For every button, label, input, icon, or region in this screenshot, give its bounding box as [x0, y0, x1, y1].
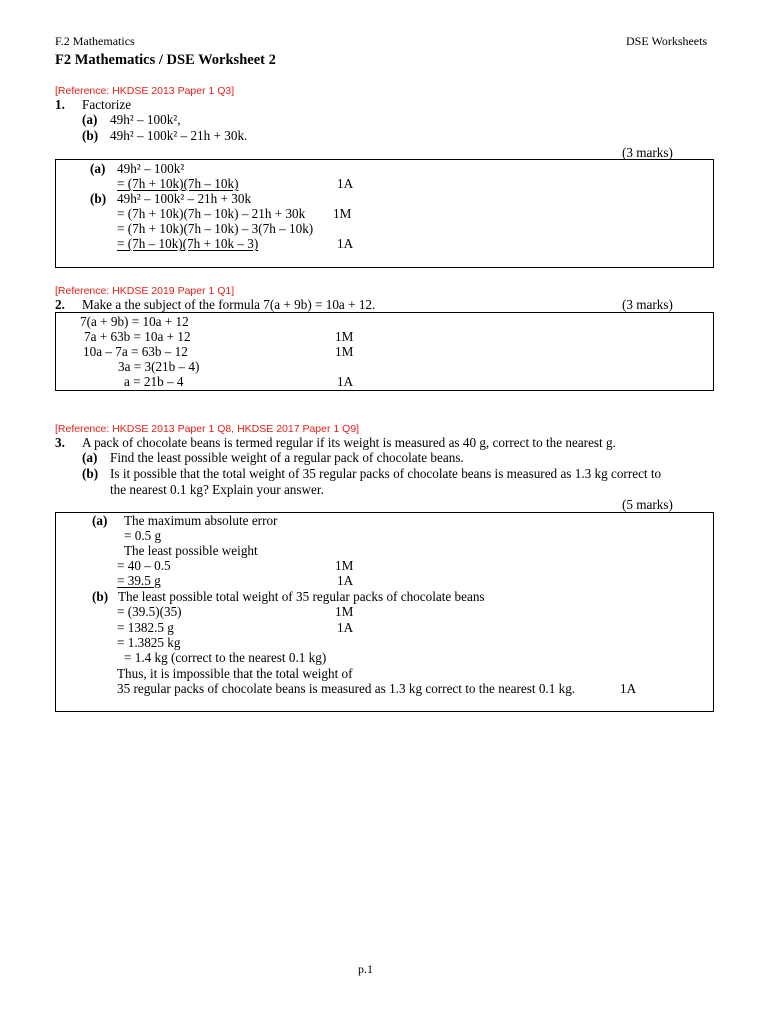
- q2-reference: [Reference: HKDSE 2019 Paper 1 Q1]: [55, 285, 235, 297]
- q1-b-text: 49h² – 100k² – 21h + 30k.: [110, 128, 248, 143]
- q1-marks: (3 marks): [622, 145, 673, 160]
- q1-sol-a-line1: 49h² – 100k²: [117, 161, 185, 176]
- q3-sol-b-line5: = 1.4 kg (correct to the nearest 0.1 kg): [124, 650, 327, 665]
- q1-sol-b-line4: = (7h – 10k)(7h + 10k – 3): [117, 236, 259, 251]
- q2-number: 2.: [55, 297, 65, 312]
- q3-sol-a-line1: The maximum absolute error: [124, 513, 278, 528]
- q3-sol-a-label: (a): [92, 513, 108, 528]
- q3-a-text: Find the least possible weight of a regular pack of chocolate beans.: [110, 450, 464, 465]
- header-left: F.2 Mathematics: [55, 34, 135, 48]
- q2-sol-mark3: 1A: [337, 374, 354, 389]
- q1-sol-a-line2: = (7h + 10k)(7h – 10k): [117, 176, 239, 191]
- q1-reference: [Reference: HKDSE 2013 Paper 1 Q3]: [55, 85, 235, 97]
- q3-sol-b-line3: = 1382.5 g: [117, 620, 174, 635]
- q2-sol-line3: 10a – 7a = 63b – 12: [83, 344, 188, 359]
- q2-sol-line1: 7(a + 9b) = 10a + 12: [80, 314, 189, 329]
- q3-sol-a-line4: = 40 – 0.5: [117, 558, 171, 573]
- q3-sol-b-line7: 35 regular packs of chocolate beans is measured as 1.3 kg correct to the nearest 0.1 kg.: [117, 681, 576, 696]
- q1-b-label: (b): [82, 128, 99, 143]
- q1-sol-b-line3: = (7h + 10k)(7h – 10k) – 3(7h – 10k): [117, 221, 314, 236]
- q3-sol-b-mark3: 1A: [620, 681, 637, 696]
- q2-sol-line4: 3a = 3(21b – 4): [118, 359, 200, 374]
- q3-sol-b-line4: = 1.3825 kg: [117, 635, 181, 650]
- q1-sol-b-mark2: 1A: [337, 236, 354, 251]
- q2-marks: (3 marks): [622, 297, 673, 312]
- q3-b-label: (b): [82, 466, 99, 481]
- q1-sol-b-line1: 49h² – 100k² – 21h + 30k: [117, 191, 252, 206]
- q3-b-text-line2: the nearest 0.1 kg? Explain your answer.: [110, 482, 324, 497]
- page-title: F2 Mathematics / DSE Worksheet 2: [55, 52, 276, 68]
- q1-sol-b-label: (b): [90, 191, 107, 206]
- q3-number: 3.: [55, 435, 65, 450]
- q3-sol-b-line6: Thus, it is impossible that the total weight of: [117, 666, 353, 681]
- q1-stem: Factorize: [82, 97, 132, 112]
- q3-sol-b-label: (b): [92, 589, 109, 604]
- q3-sol-b-mark1: 1M: [335, 604, 354, 619]
- q2-stem: Make a the subject of the formula 7(a + 9b) = 10a + 12.: [82, 297, 376, 312]
- q1-sol-a-mark: 1A: [337, 176, 354, 191]
- q3-marks: (5 marks): [622, 497, 673, 512]
- q3-sol-a-line2: = 0.5 g: [124, 528, 162, 543]
- q3-sol-b-line2: = (39.5)(35): [117, 604, 182, 619]
- q3-b-text-line1: Is it possible that the total weight of 35 regular packs of chocolate beans is measured as 1.3 kg correct to: [110, 466, 662, 481]
- q2-sol-line5: a = 21b – 4: [124, 374, 184, 389]
- q3-a-label: (a): [82, 450, 98, 465]
- q3-reference: [Reference: HKDSE 2013 Paper 1 Q8, HKDSE 2017 Paper 1 Q9]: [55, 423, 360, 435]
- q2-sol-line2: 7a + 63b = 10a + 12: [84, 329, 191, 344]
- q1-number: 1.: [55, 97, 65, 112]
- q3-sol-a-line5: = 39.5 g: [117, 573, 161, 588]
- q1-sol-a-label: (a): [90, 161, 106, 176]
- q2-sol-mark1: 1M: [335, 329, 354, 344]
- q3-sol-a-mark1: 1M: [335, 558, 354, 573]
- q1-sol-b-line2: = (7h + 10k)(7h – 10k) – 21h + 30k: [117, 206, 306, 221]
- header-right: DSE Worksheets: [626, 34, 708, 48]
- q2-sol-mark2: 1M: [335, 344, 354, 359]
- q3-sol-b-mark2: 1A: [337, 620, 354, 635]
- q1-a-text: 49h² – 100k²,: [110, 112, 181, 127]
- page-number: p.1: [358, 962, 373, 976]
- q3-sol-a-mark2: 1A: [337, 573, 354, 588]
- q1-sol-b-mark1: 1M: [333, 206, 352, 221]
- q3-stem: A pack of chocolate beans is termed regular if its weight is measured as 40 g, correct to the nearest g.: [82, 435, 616, 450]
- q1-a-label: (a): [82, 112, 98, 127]
- q3-sol-b-line1: The least possible total weight of 35 regular packs of chocolate beans: [118, 589, 485, 604]
- q3-sol-a-line3: The least possible weight: [124, 543, 258, 558]
